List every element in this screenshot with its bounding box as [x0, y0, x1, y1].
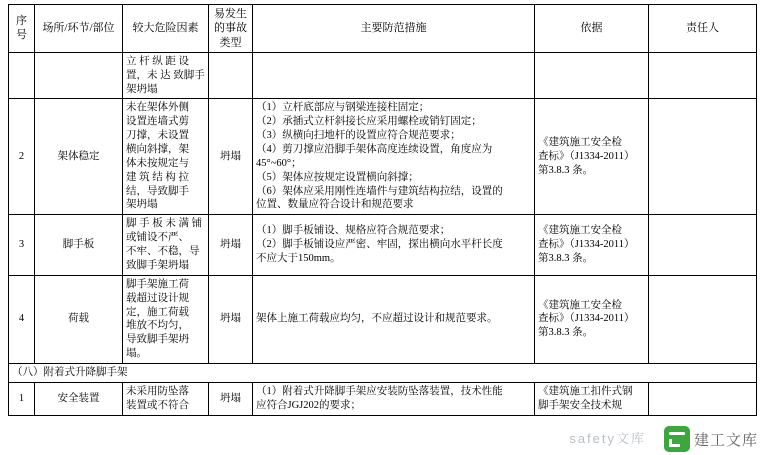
measure-line: （1）附着式升降脚手架应安装防坠落装置，技术性能	[256, 385, 503, 397]
cell-accident-type: 坍塌	[209, 99, 253, 215]
measure-line: 45°~60°；	[256, 157, 302, 169]
watermark-ghost-text: safety文库	[569, 431, 646, 446]
measure-line: （6）架体应采用刚性连墙件与建筑结构拉结，设置的	[256, 185, 503, 197]
cell-basis	[535, 382, 649, 415]
hazard-line: 体未按规定与	[126, 157, 189, 169]
cell-hazard	[123, 382, 209, 415]
cell-no: 3	[9, 215, 35, 275]
cell-site: 架体稳定	[35, 99, 123, 215]
basis-line: 脚手架安全技术规	[538, 399, 622, 411]
measure-line: 应符合JGJ202的要求；	[256, 399, 362, 411]
table-row	[9, 52, 757, 99]
basis-line: 查标》（J1334-2011）	[538, 239, 635, 251]
cell-accident-type	[209, 52, 253, 99]
cell-hazard	[123, 99, 209, 215]
cell-hazard	[123, 275, 209, 363]
cell-no: 2	[9, 99, 35, 215]
hazard-line: 不牢、不稳，导	[126, 246, 200, 258]
basis-line: 《建筑施工安全检	[538, 299, 622, 311]
hazard-line: 导致脚手架坍	[126, 334, 189, 346]
table-row	[9, 99, 757, 215]
measure-line: （4）剪刀撑应沿脚手架体高度连续设置，角度应为	[256, 144, 493, 156]
column-header-measures: 主要防范措施	[253, 5, 535, 53]
cell-hazard	[123, 215, 209, 275]
column-header-basis: 依据	[535, 5, 649, 53]
table-row	[9, 275, 757, 363]
cell-basis	[535, 275, 649, 363]
measure-line: 位置、数量应符合设计和规范要求	[256, 199, 414, 211]
column-header-hazard: 较大危险因素	[123, 5, 209, 53]
hazard-line: 堆放不均匀，	[126, 320, 189, 332]
cell-basis	[535, 215, 649, 275]
hazard-line: 架坍塌	[126, 83, 158, 95]
watermark-label: 建工文库	[693, 431, 758, 449]
cell-accident-type: 坍塌	[209, 215, 253, 275]
cell-measures	[253, 382, 535, 415]
measure-line: （3）纵横向扫地杆的设置应符合规范要求；	[256, 130, 461, 142]
cell-measures	[253, 52, 535, 99]
cell-responsible	[649, 275, 757, 363]
column-header-no: 序号	[9, 5, 35, 53]
hazard-line: 载超过设计规	[126, 292, 189, 304]
cell-site: 脚手板	[35, 215, 123, 275]
cell-basis	[535, 52, 649, 99]
cell-measures	[253, 99, 535, 215]
hazard-line: 刀撑，未设置	[126, 130, 189, 142]
cell-hazard	[123, 52, 209, 99]
cell-responsible	[649, 52, 757, 99]
measure-line: （2）承插式立杆斜接长应采用螺栓或销钉固定；	[256, 116, 482, 128]
measure-line: （2）脚手板铺设应严密、牢固，探出横向水平杆长度	[256, 239, 503, 251]
section-title: （八）附着式升降脚手架	[9, 363, 757, 382]
cell-basis	[535, 99, 649, 215]
measure-line: 架体上施工荷载应均匀，不应超过设计和规范要求。	[256, 313, 498, 325]
hazard-line: 建 筑 结 构 拉	[126, 171, 189, 183]
risk-factors-table	[8, 4, 757, 416]
hazard-line: 结，导致脚手	[126, 185, 189, 197]
table-row	[9, 215, 757, 275]
basis-line: 第3.8.3 条。	[538, 252, 594, 264]
cell-no	[9, 52, 35, 99]
basis-line: 《建筑施工安全检	[538, 137, 622, 149]
basis-line: 第3.8.3 条。	[538, 327, 594, 339]
hazard-line: 定，施工荷载	[126, 306, 189, 318]
column-header-accident-type: 易发生的事故类型	[209, 5, 253, 53]
hazard-line: 脚手架施工荷	[126, 278, 189, 290]
umbrella-icon	[664, 426, 690, 452]
basis-line: 第3.8.3 条。	[538, 164, 594, 176]
hazard-line: 架坍塌	[126, 199, 158, 211]
cell-responsible	[649, 382, 757, 415]
hazard-line: 塌。	[126, 348, 147, 360]
cell-site: 安全装置	[35, 382, 123, 415]
hazard-line: 致脚手架坍塌	[126, 259, 189, 271]
cell-measures	[253, 275, 535, 363]
hazard-line: 置，未 达 致脚手	[126, 69, 205, 81]
hazard-line: 未采用防坠落	[126, 385, 189, 397]
table-header-row	[9, 5, 757, 53]
basis-line: 查标》（J1334-2011）	[538, 150, 635, 162]
document-page	[8, 4, 756, 416]
cell-accident-type: 坍塌	[209, 382, 253, 415]
column-header-site: 场所/环节/部位	[35, 5, 123, 53]
hazard-line: 立 杆 纵 距 设	[126, 55, 189, 67]
watermark	[664, 426, 758, 452]
cell-no: 4	[9, 275, 35, 363]
cell-measures	[253, 215, 535, 275]
basis-line: 查标》（J1334-2011）	[538, 313, 635, 325]
measure-line: （1）脚手板铺设、规格应符合规范要求；	[256, 225, 451, 237]
hazard-line: 脚 手 板 未 满 铺	[126, 218, 203, 230]
measure-line: 不应大于150mm。	[256, 252, 341, 264]
hazard-line: 设置连墙式剪	[126, 116, 189, 128]
hazard-line: 装置或不符合	[126, 399, 189, 411]
cell-responsible	[649, 215, 757, 275]
hazard-line: 未在架体外侧	[126, 102, 189, 114]
column-header-responsible: 责任人	[649, 5, 757, 53]
basis-line: 《建筑施工安全检	[538, 225, 622, 237]
cell-accident-type: 坍塌	[209, 275, 253, 363]
table-section-row	[9, 363, 757, 382]
measure-line: （1）立杆底部应与钢梁连接柱固定；	[256, 102, 430, 114]
hazard-line: 横向斜撑，架	[126, 144, 189, 156]
cell-responsible	[649, 99, 757, 215]
table-row	[9, 382, 757, 415]
hazard-line: 或铺设不严、	[126, 232, 189, 244]
measure-line: （5）架体应按规定设置横向斜撑；	[256, 171, 419, 183]
cell-site: 荷载	[35, 275, 123, 363]
basis-line: 《建筑施工扣件式钢	[538, 385, 633, 397]
cell-site	[35, 52, 123, 99]
cell-no: 1	[9, 382, 35, 415]
